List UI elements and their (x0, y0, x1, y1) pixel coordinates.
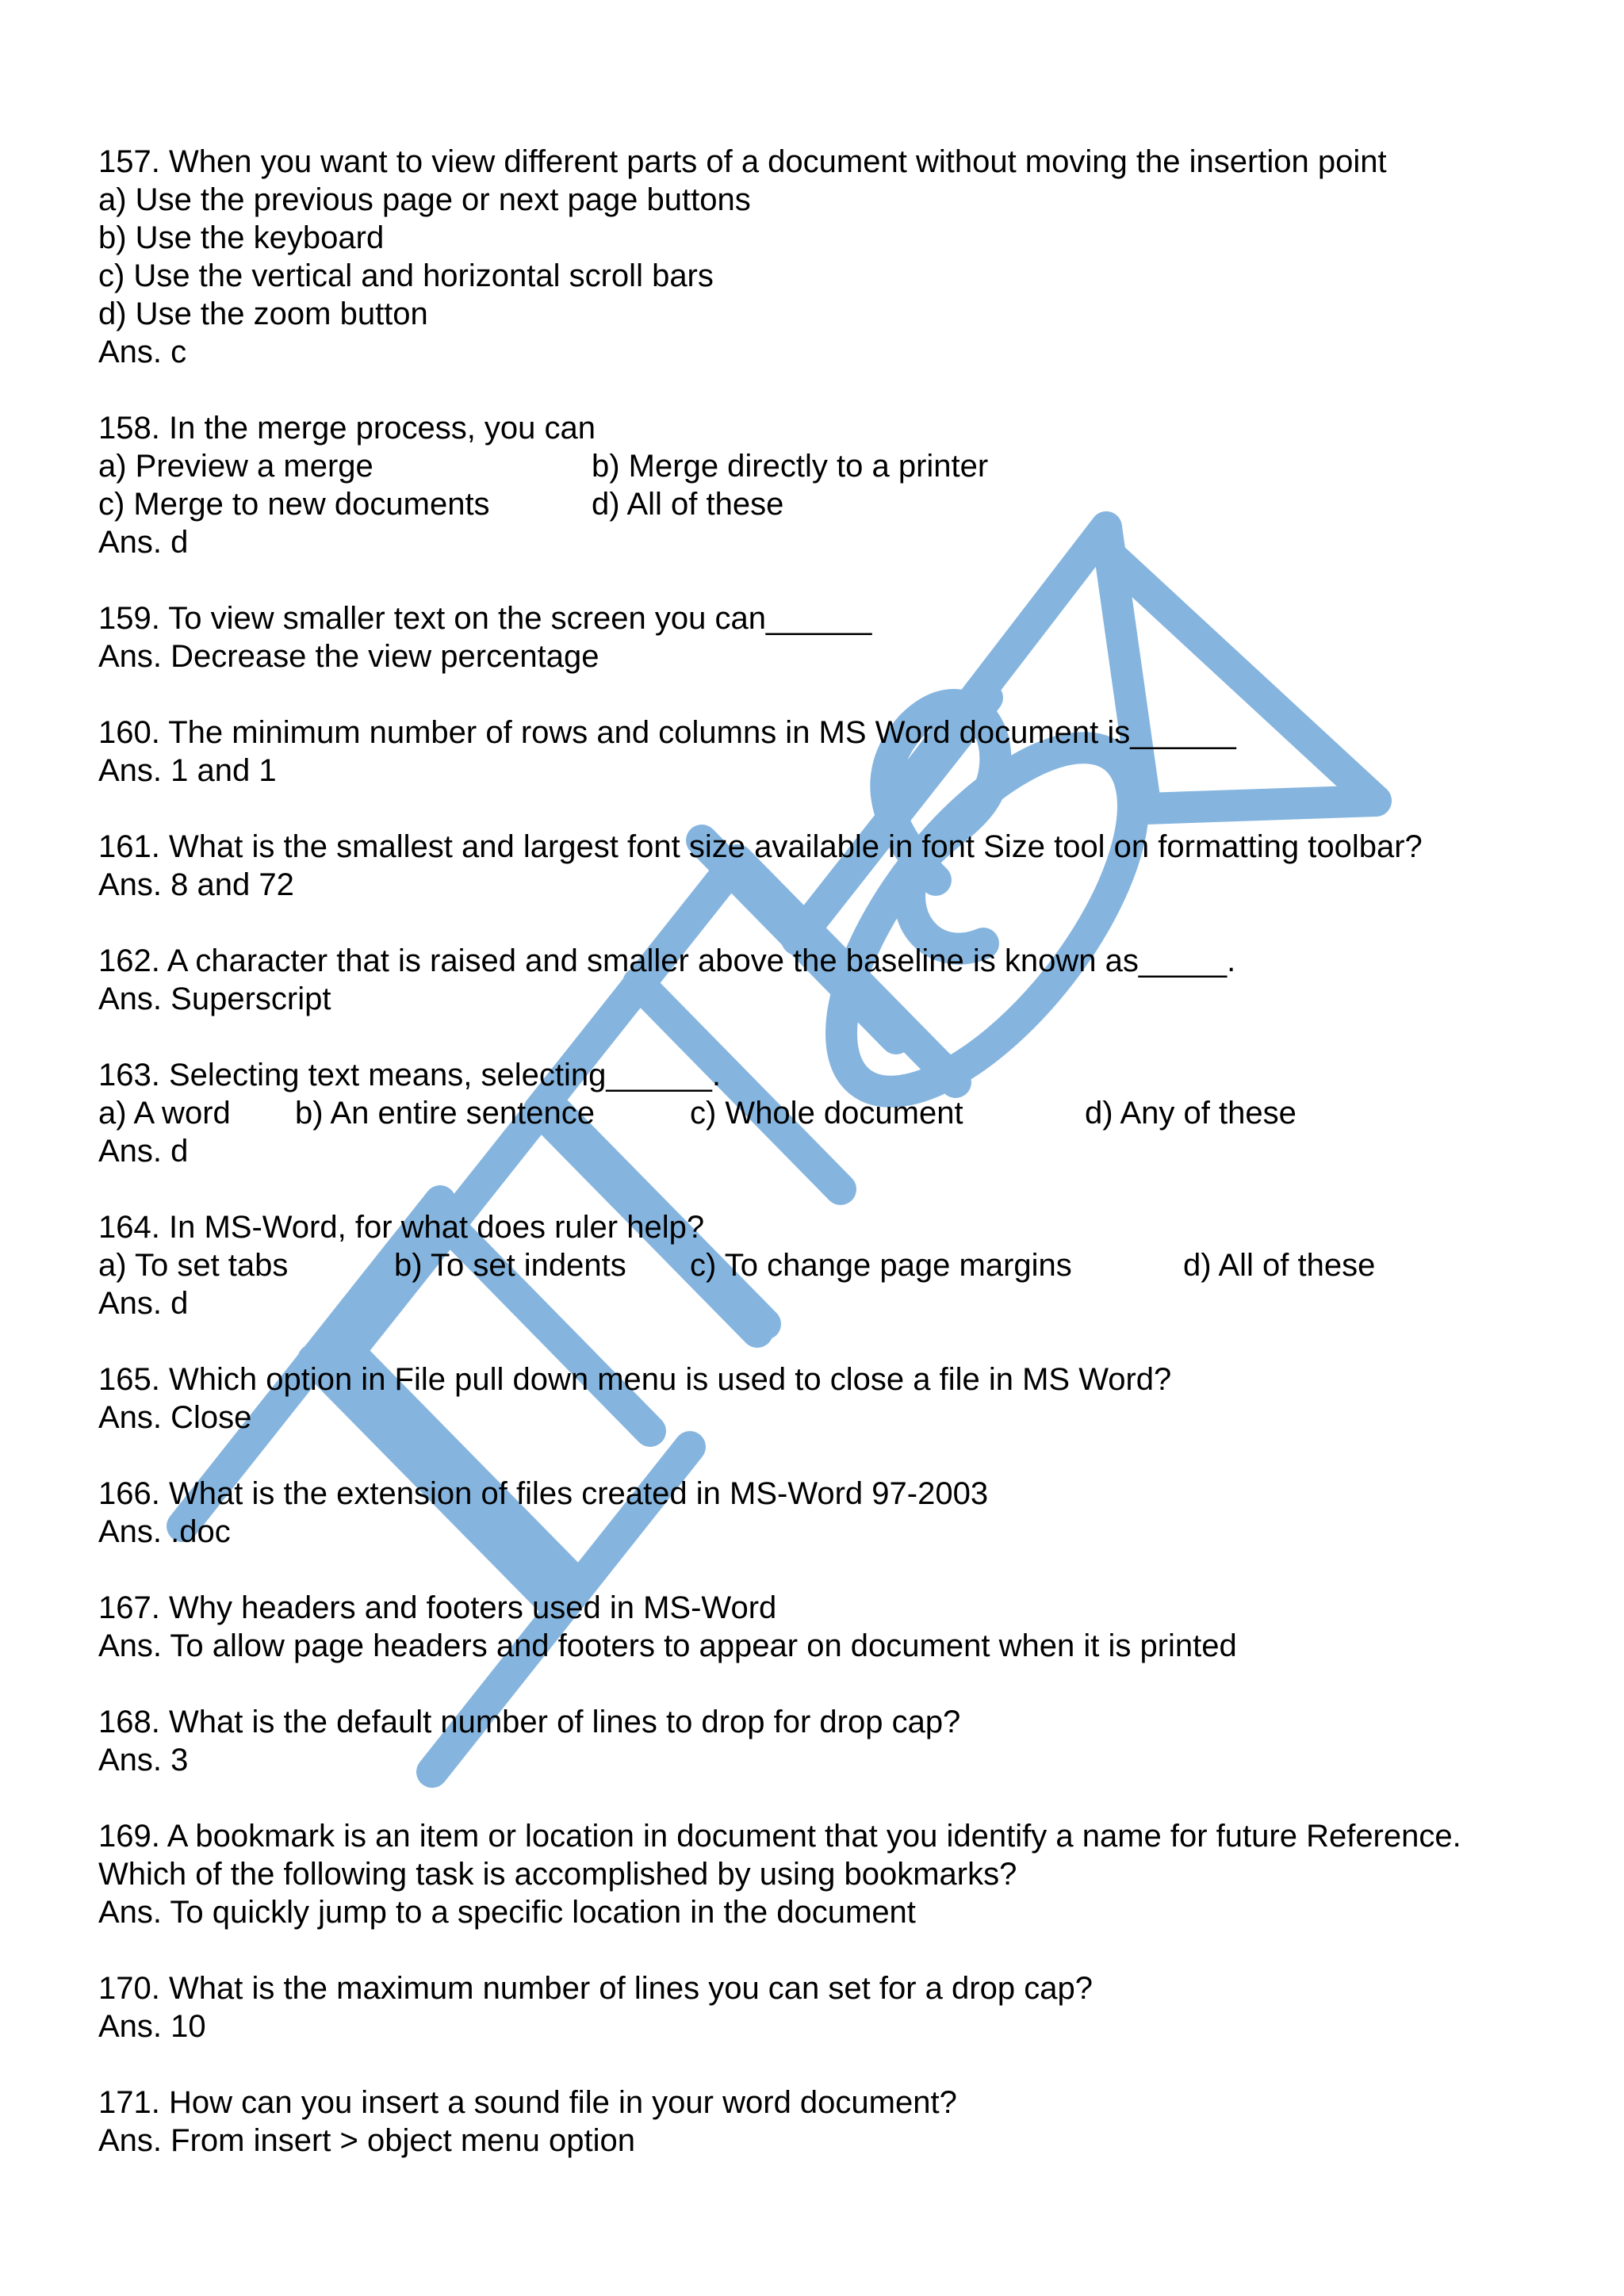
question-text: 159. To view smaller text on the screen you can______ (98, 601, 872, 636)
answer: Ans. c (98, 335, 187, 369)
answer: Ans. .doc (98, 1514, 231, 1549)
answer: Ans. d (98, 525, 189, 560)
answer: Ans. Close (98, 1400, 252, 1435)
option-a: a) Preview a merge (98, 449, 373, 484)
option-d: d) Use the zoom button (98, 297, 428, 331)
question-text: 157. When you want to view different parts of a document without moving the insertion point (98, 144, 1387, 179)
question-169 (98, 1817, 1573, 1931)
question-text: 170. What is the maximum number of lines you can set for a drop cap? (98, 1971, 1093, 2006)
question-171 (98, 2084, 1573, 2160)
question-160 (98, 714, 1573, 790)
answer: Ans. Superscript (98, 982, 331, 1016)
question-158 (98, 409, 1573, 561)
question-170 (98, 1969, 1573, 2045)
question-text: 162. A character that is raised and smaller above the baseline is known as_____. (98, 943, 1236, 978)
option-c: c) Use the vertical and horizontal scroll bars (98, 258, 714, 293)
option-b: b) An entire sentence (295, 1096, 596, 1131)
option-row (98, 485, 1573, 523)
question-163 (98, 1056, 1573, 1170)
question-text: 171. How can you insert a sound file in your word document? (98, 2085, 957, 2120)
answer: Ans. 8 and 72 (98, 867, 294, 902)
question-text: 163. Selecting text means, selecting______. (98, 1058, 721, 1093)
question-text: 169. A bookmark is an item or location in document that you identify a name for future Reference. (98, 1819, 1461, 1854)
question-text: 160. The minimum number of rows and columns in MS Word document is______ (98, 715, 1236, 750)
option-row (98, 1246, 1573, 1284)
option-d: d) Any of these (1085, 1096, 1297, 1131)
question-168 (98, 1703, 1573, 1779)
question-166 (98, 1475, 1573, 1551)
answer: Ans. From insert > object menu option (98, 2123, 635, 2158)
answer: Ans. 3 (98, 1743, 189, 1777)
option-b: b) Merge directly to a printer (592, 449, 989, 484)
option-b: b) To set indents (394, 1248, 626, 1283)
question-165 (98, 1360, 1573, 1437)
question-text: 164. In MS-Word, for what does ruler help? (98, 1210, 705, 1245)
question-text: 166. What is the extension of files created in MS-Word 97-2003 (98, 1476, 989, 1511)
question-text: 167. Why headers and footers used in MS-Word (98, 1590, 777, 1625)
answer: Ans. Decrease the view percentage (98, 639, 599, 674)
option-b: b) Use the keyboard (98, 220, 385, 255)
option-row (98, 447, 1573, 485)
question-161 (98, 828, 1573, 904)
answer: Ans. 10 (98, 2009, 206, 2044)
answer: Ans. d (98, 1286, 189, 1321)
question-159 (98, 599, 1573, 675)
option-d: d) All of these (1183, 1248, 1376, 1283)
question-text-continued: Which of the following task is accomplished by using bookmarks? (98, 1857, 1017, 1892)
question-text: 158. In the merge process, you can (98, 411, 596, 446)
option-a: a) A word (98, 1096, 231, 1131)
answer: Ans. To quickly jump to a specific location in the document (98, 1895, 916, 1930)
answer: Ans. d (98, 1134, 189, 1169)
option-c: c) Merge to new documents (98, 487, 490, 522)
option-d: d) All of these (592, 487, 784, 522)
question-text: 168. What is the default number of lines to drop for drop cap? (98, 1705, 961, 1739)
watermark-text: HEETSON (0, 0, 4, 1)
question-text: 165. Which option in File pull down menu is used to close a file in MS Word? (98, 1362, 1172, 1397)
question-text: 161. What is the smallest and largest font size available in font Size tool on formatting toolbar? (98, 829, 1423, 864)
question-list (98, 143, 1573, 2198)
option-a: a) Use the previous page or next page buttons (98, 182, 751, 217)
answer: Ans. To allow page headers and footers to appear on document when it is printed (98, 1628, 1237, 1663)
question-164 (98, 1208, 1573, 1322)
option-a: a) To set tabs (98, 1248, 289, 1283)
option-c: c) Whole document (690, 1096, 963, 1131)
answer: Ans. 1 and 1 (98, 753, 277, 788)
question-162 (98, 942, 1573, 1018)
question-167 (98, 1589, 1573, 1665)
option-c: c) To change page margins (690, 1248, 1072, 1283)
option-row (98, 1094, 1573, 1132)
question-157 (98, 143, 1573, 371)
